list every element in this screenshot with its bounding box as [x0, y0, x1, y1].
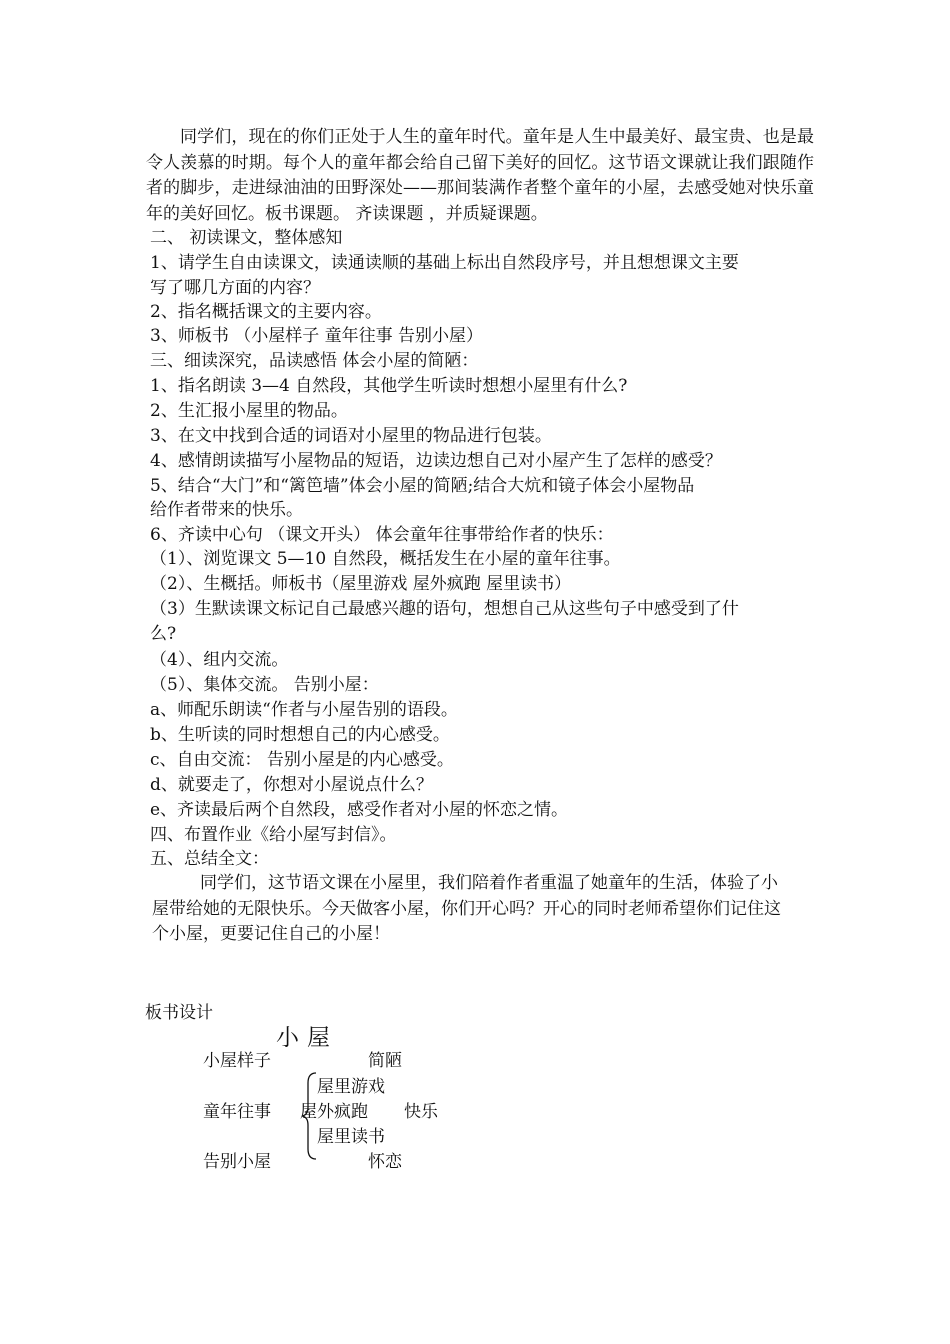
body-line: b、生听读的同时想想自己的内心感受。: [150, 725, 450, 745]
board-design-label: 板书设计: [145, 1003, 213, 1023]
body-line: （5）、集体交流。 告别小屋：: [150, 675, 379, 695]
body-line: 5、结合“大门”和“篱笆墙”体会小屋的简陋;结合大炕和镜子体会小屋物品: [150, 476, 695, 496]
body-line: 给作者带来的快乐。: [150, 500, 303, 520]
board-sub2: 屋外疯跑: [300, 1102, 368, 1122]
section-heading-4: 四、布置作业《给小屋写封信》。: [150, 825, 397, 845]
body-line: 3、师板书 （小屋样子 童年往事 告别小屋）: [150, 326, 484, 346]
section-heading-2: 二、 初读课文，整体感知: [150, 228, 343, 248]
body-line: （4）、组内交流。: [150, 650, 289, 670]
body-line: 2、指名概括课文的主要内容。: [150, 302, 382, 322]
body-line: d、就要走了，你想对小屋说点什么？: [150, 775, 433, 795]
body-line: 1、指名朗读 3—4 自然段，其他学生听读时想想小屋里有什么?: [150, 376, 628, 396]
body-line: （3）生默读课文标记自己最感兴趣的语句，想想自己从这些句子中感受到了什: [150, 599, 739, 619]
board-row1-left: 小屋样子: [203, 1051, 271, 1071]
closing-paragraph: 同学们，这节语文课在小屋里，我们陪着作者重温了她童年的生活，体验了小屋带给她的无限快乐。今天做客小屋，你们开心吗？开心的同时老师希望你们记住这个小屋，更要记住自己的小屋！: [152, 873, 781, 944]
section-heading-5: 五、总结全文：: [150, 849, 269, 869]
body-line: 么?: [150, 624, 177, 644]
board-row3-right: 怀恋: [368, 1152, 402, 1172]
body-line: e、齐读最后两个自然段，感受作者对小屋的怀恋之情。: [150, 800, 569, 820]
body-line: 1、请学生自由读课文，读通读顺的基础上标出自然段序号，并且想想课文主要: [150, 253, 739, 273]
board-row2-right: 快乐: [404, 1102, 438, 1122]
section-heading-3: 三、细读深究，品读感悟 体会小屋的简陋：: [150, 351, 479, 371]
board-row1-right: 简陋: [368, 1051, 402, 1071]
body-line: 6、齐读中心句 （课文开头） 体会童年往事带给作者的快乐：: [150, 525, 614, 545]
board-title: 小屋: [276, 1025, 338, 1051]
body-line: （2）、生概括。师板书（屋里游戏 屋外疯跑 屋里读书）: [150, 574, 572, 594]
body-line: （1）、浏览课文 5—10 自然段，概括发生在小屋的童年往事。: [150, 549, 621, 569]
body-line: 4、感情朗读描写小屋物品的短语，边读边想自己对小屋产生了怎样的感受？: [150, 451, 722, 471]
body-line: 3、在文中找到合适的词语对小屋里的物品进行包装。: [150, 426, 552, 446]
board-row3-left: 告别小屋: [203, 1152, 271, 1172]
board-sub1: 屋里游戏: [317, 1077, 385, 1097]
board-row2-left: 童年往事: [203, 1102, 271, 1122]
curly-brace-icon: [300, 1071, 322, 1161]
body-line: 写了哪几方面的内容？: [150, 278, 320, 298]
body-line: a、师配乐朗读“作者与小屋告别的语段。: [150, 700, 458, 720]
intro-paragraph: 同学们，现在的你们正处于人生的童年时代。童年是人生中最美好、最宝贵、也是最令人羡慕的时期。每个人的童年都会给自己留下美好的回忆。这节语文课就让我们跟随作者的脚步，走进绿油油的田野深处——那间装满作者整个童年的小屋，去感受她对快乐童年的美好回忆。板书课题。 齐读课题 ，并质疑课题。: [146, 127, 814, 224]
body-line: c、自由交流： 告别小屋是的内心感受。: [150, 750, 454, 770]
body-line: 2、生汇报小屋里的物品。: [150, 401, 348, 421]
board-sub3: 屋里读书: [317, 1127, 385, 1147]
